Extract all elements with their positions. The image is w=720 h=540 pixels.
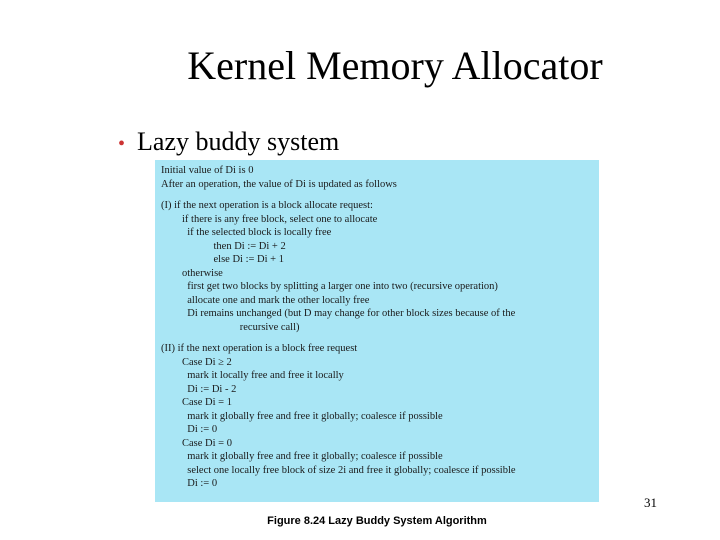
algorithm-line: otherwise: [161, 267, 223, 279]
algorithm-line: [161, 191, 593, 199]
page-number: 31: [644, 495, 657, 510]
algorithm-line: Initial value of Di is 0: [161, 165, 254, 176]
algorithm-line: [161, 334, 593, 342]
algorithm-line: if the selected block is locally free: [161, 227, 332, 238]
algorithm-line: Di := Di - 2: [161, 383, 237, 395]
algorithm-line: Case Di ≥ 2: [161, 356, 232, 368]
algorithm-line: allocate one and mark the other locally free: [161, 294, 370, 306]
algorithm-line: if there is any free block, select one to allocate: [161, 213, 378, 225]
bullet-icon: •: [118, 133, 126, 155]
algorithm-line: select one locally free block of size 2i and free it globally; coalesce if possible: [161, 464, 516, 476]
bullet-item: [118, 126, 339, 160]
algorithm-line: Di := 0: [161, 478, 218, 489]
bullet-text: Lazy buddy system: [137, 127, 340, 156]
algorithm-figure: [155, 160, 599, 502]
algorithm-line: mark it globally free and free it globally; coalesce if possible: [161, 451, 443, 462]
algorithm-line: else Di := Di + 1: [161, 254, 284, 265]
algorithm-line: recursive call): [161, 321, 300, 333]
algorithm-line: (I) if the next operation is a block allocate request:: [161, 200, 373, 211]
algorithm-line: After an operation, the value of Di is updated as follows: [161, 178, 397, 190]
algorithm-line: first get two blocks by splitting a larger one into two (recursive operation): [161, 281, 498, 292]
algorithm-line: Di remains unchanged (but D may change for other block sizes because of the: [161, 308, 516, 319]
algorithm-line: Di := 0: [161, 424, 218, 435]
algorithm-line: (II) if the next operation is a block free request: [161, 343, 358, 354]
figure-caption: Figure 8.24 Lazy Buddy System Algorithm: [267, 515, 487, 527]
slide-title: Kernel Memory Allocator: [187, 43, 603, 88]
algorithm-line: Case Di = 1: [161, 397, 232, 408]
algorithm-line: Case Di = 0: [161, 437, 232, 449]
algorithm-line: mark it globally free and free it globally; coalesce if possible: [161, 410, 443, 422]
algorithm-line: then Di := Di + 2: [161, 240, 286, 252]
algorithm-line: mark it locally free and free it locally: [161, 370, 344, 381]
